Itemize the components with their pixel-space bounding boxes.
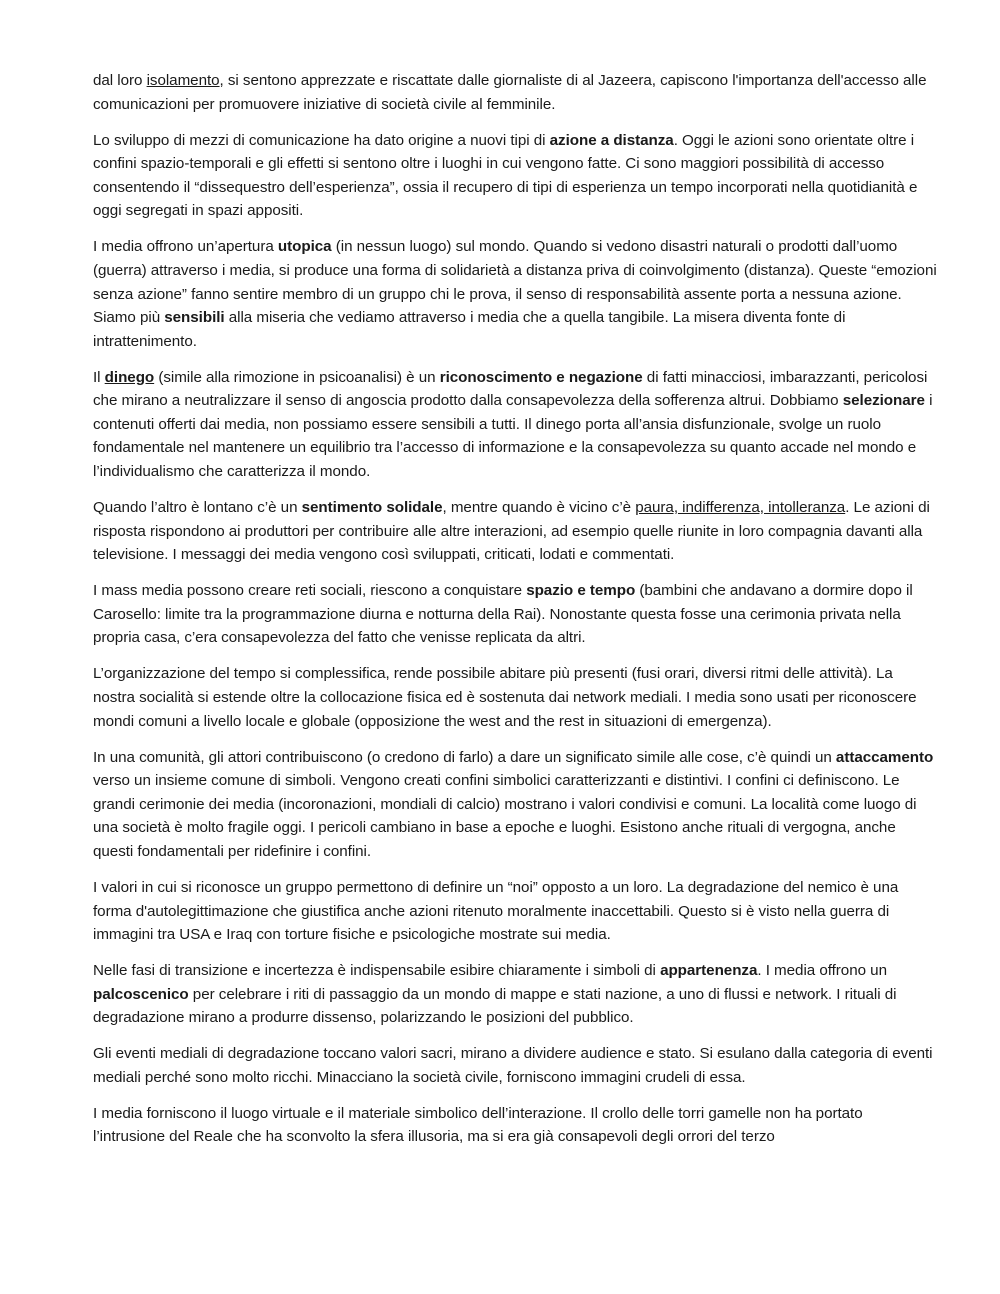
paragraph — [93, 959, 938, 1030]
bold-term: spazio e tempo — [526, 582, 636, 600]
text-run: . I media offrono un — [757, 962, 887, 980]
text-run: I valori in cui si riconosce un gruppo permettono di definire un “noi” opposto a un loro. La degradazione del nemico è una forma d'autolegittimazione che giustifica anche azioni ritenuto moralmente inaccettabili. Questo si è visto nella guerra di immagini tra USA e Iraq con torture fisiche e psicologiche mostrate sui media. — [93, 878, 899, 944]
bold-term: utopica — [277, 238, 332, 256]
text-run: I media offrono un’apertura — [93, 238, 278, 256]
bold-term: attaccamento — [835, 748, 934, 766]
text-run: i contenuti offerti dai media, non possiamo essere sensibili a tutti. Il dinego porta all’ansia disfunzionale, svolge un ruolo fondamentale nel mantenere un equilibrio tra l’accesso di informazione e la consapevolezza su quanto accade nel mondo e l’individualismo che caratterizza il mondo. — [93, 392, 933, 481]
bold-term: sensibili — [164, 309, 225, 327]
text-run: Il — [93, 368, 105, 386]
paragraph — [93, 69, 938, 116]
paragraph — [93, 129, 938, 223]
bold-term: appartenenza — [660, 962, 758, 980]
text-run: (in nessun luogo) sul mondo. Quando si vedono disastri naturali o prodotti dall’uomo (guerra) attraverso i media, si produce una forma di solidarietà a distanza priva di coinvolgimento (distanza). Queste “emozioni senza azione” fanno sentire membro di un gruppo chi le prova, il senso di responsabilità assente porta a nessuna azione. Siamo più — [93, 238, 937, 327]
text-run: dal loro — [93, 72, 147, 89]
document-body — [93, 69, 938, 1161]
paragraph — [93, 876, 938, 947]
text-run: , si sentono apprezzate e riscattate dalle giornaliste di al Jazeera, capiscono l'importanza dell'accesso alle comunicazioni per promuovere iniziative di società civile al femminile. — [93, 72, 927, 113]
text-run: L’organizzazione del tempo si complessifica, rende possibile abitare più presenti (fusi orari, diversi ritmi delle attività). La nostra socialità si estende oltre la collocazione fisica ed è sostenuta dai network mediali. I media sono usati per riconoscere mondi comuni a livello locale e globale (opposizione the west and the rest in situazioni di emergenza). — [93, 665, 917, 730]
text-run: Gli eventi mediali di degradazione toccano valori sacri, mirano a dividere audience e stato. Si esulano dalla categoria di eventi mediali perché sono molto ricchi. Minacciano la società civile, forniscono immagini crudeli di essa. — [93, 1045, 933, 1086]
paragraph — [93, 579, 938, 650]
text-run: , mentre quando è vicino c’è — [442, 499, 636, 517]
text-run: . Le azioni di risposta rispondono ai produttori per contribuire alle altre interazioni, ad esempio quelle riunite in loro compagnia davanti alla televisione. I messaggi dei media vengono così sviluppati, criticati, lodati e commentati. — [93, 499, 930, 564]
text-run: Lo sviluppo di mezzi di comunicazione ha dato origine a nuovi tipi di — [93, 131, 550, 149]
text-run: alla miseria che vediamo attraverso i media che a quella tangibile. La misera diventa fonte di intrattenimento. — [93, 309, 846, 350]
text-run: Quando l’altro è lontano c’è un — [93, 499, 302, 517]
text-run: I mass media possono creare reti sociali, riescono a conquistare — [93, 582, 527, 600]
paragraph — [93, 746, 938, 864]
bold-term: riconoscimento e negazione — [439, 368, 643, 386]
bold-underlined-term: dinego — [104, 368, 155, 386]
underlined-term: isolamento — [146, 72, 220, 89]
underlined-term: paura, indifferenza, intolleranza — [635, 499, 846, 517]
bold-term: azione a distanza — [549, 131, 674, 149]
text-run: di fatti minacciosi, imbarazzanti, pericolosi che mirano a neutralizzare il senso di angoscia prodotto dalla consapevolezza della sofferenza altrui. Dobbiamo — [93, 368, 928, 410]
paragraph — [93, 662, 938, 733]
paragraph — [93, 1102, 938, 1149]
text-run: (bambini che andavano a dormire dopo il Carosello: limite tra la programmazione diurna e notturna della Rai). Nonostante questa fosse una cerimonia privata nella propria casa, c’era consapevolezza del fatto che venisse replicata da altri. — [93, 582, 913, 647]
paragraph — [93, 1042, 938, 1089]
text-run: per celebrare i riti di passaggio da un mondo di mappe e stati nazione, a uno di flussi e network. I rituali di degradazione mirano a produrre dissenso, polarizzando le posizioni del pubblico. — [93, 985, 897, 1027]
bold-term: sentimento solidale — [301, 499, 443, 517]
text-run: . Oggi le azioni sono orientate oltre i confini spazio-temporali e gli effetti si sentono oltre i luoghi in cui vengono fatte. Ci sono maggiori possibilità di accesso consentendo il “dissequestro dell’esperienza”, ossia il recupero di tipi di esperienza un tempo incorporati nella quotidianità e oggi segregati in spazi appositi. — [93, 131, 918, 220]
text-run: In una comunità, gli attori contribuiscono (o credono di farlo) a dare un significato simile alle cose, c’è quindi un — [93, 748, 836, 766]
bold-term: selezionare — [842, 392, 925, 410]
bold-term: palcoscenico — [93, 985, 189, 1003]
text-run: verso un insieme comune di simboli. Vengono creati confini simbolici caratterizzanti e distintivi. I confini ci definiscono. Le grandi cerimonie dei media (incoronazioni, mondiali di calcio) mostrano i valori condivisi e comuni. La località come luogo di una società è molto fragile oggi. I pericoli cambiano in base a epoche e luoghi. Esistono anche rituali di vergogna, anche questi fondamentali per ridefinire i confini. — [93, 772, 917, 860]
text-run: (simile alla rimozione in psicoanalisi) è un — [154, 368, 440, 386]
paragraph — [93, 496, 938, 567]
paragraph — [93, 366, 938, 484]
paragraph — [93, 235, 938, 353]
text-run: Nelle fasi di transizione e incertezza è indispensabile esibire chiaramente i simboli di — [93, 962, 661, 980]
text-run: I media forniscono il luogo virtuale e il materiale simbolico dell’interazione. Il crollo delle torri gamelle non ha portato l’intrusione del Reale che ha sconvolto la sfera illusoria, ma si era già consapevoli degli orrori del terzo — [93, 1104, 863, 1146]
